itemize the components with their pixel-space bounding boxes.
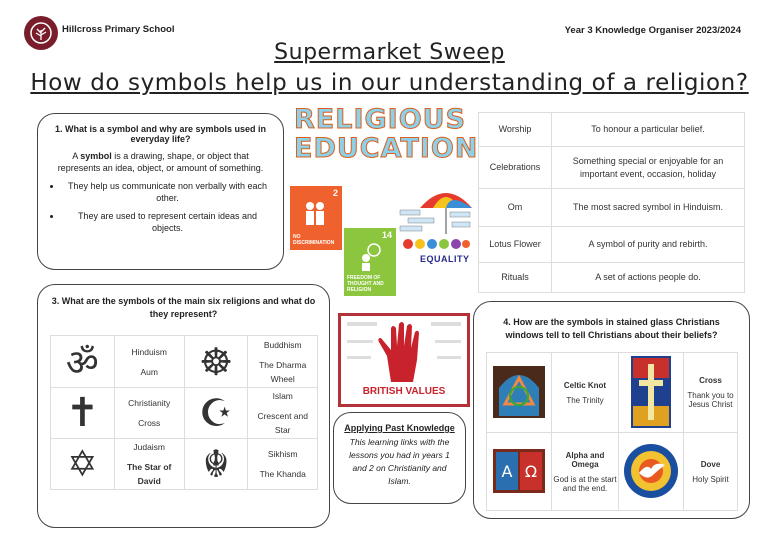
khanda-icon: ☬ [202, 442, 230, 486]
religion-symbols-table [50, 335, 318, 490]
glossary-term: Om [479, 189, 552, 227]
thinking-person-icon [356, 242, 384, 272]
two-people-icon [300, 200, 330, 230]
section4-heading: 4. How are the symbols in stained glass Christians windows tell to tell Christians about their beliefs? [503, 317, 720, 340]
religion-name: Christianity [128, 398, 171, 408]
tile-number: 14 [381, 230, 392, 240]
alpha-omega-window-icon [493, 449, 545, 493]
glossary-term: Celebrations [479, 147, 552, 189]
no-discrimination-tile [290, 186, 342, 250]
religion-name: Hinduism [131, 346, 167, 357]
table-row [51, 388, 318, 439]
religion-name: Islam [272, 391, 293, 401]
table-row [479, 147, 745, 189]
svg-text:Ω: Ω [524, 461, 538, 481]
list-item: • They help us communicate non verbally with each other. [62, 180, 273, 204]
umbrella-icon [398, 184, 472, 254]
window-symbol-name: Alpha and Omega [565, 450, 605, 469]
window-symbol-meaning: God is at the start and the end. [553, 474, 617, 493]
glossary-term: Rituals [479, 263, 552, 293]
crescent-star-icon: ☪ [199, 391, 234, 435]
dharma-wheel-icon: ☸ [199, 339, 234, 384]
banner-line2: EDUCATION [294, 133, 479, 164]
table-row [51, 439, 318, 490]
religion-name: Buddhism [263, 339, 302, 350]
religion-symbol: Cross [138, 418, 161, 428]
glossary-term: Worship [479, 113, 552, 147]
stained-glass-table [486, 352, 738, 511]
equality-label: EQUALITY [420, 254, 470, 264]
window-symbol-name: Dove [700, 459, 721, 469]
page-question: How do symbols help us in our understanding of a religion? [30, 70, 749, 96]
religion-symbol: The Dharma Wheel [259, 359, 307, 384]
past-knowledge-text: This learning links with the lessons you had in years 1 and 2 on Christianity and Islam. [349, 437, 450, 486]
definition-text: is a drawing, shape, or object that represents an idea, object, or amount of something. [57, 151, 264, 173]
window-symbol-meaning: Holy Spirit [692, 474, 729, 484]
equality-umbrella-graphic [398, 184, 472, 268]
star-of-david-icon: ✡ [67, 443, 98, 485]
dove-window-icon [623, 443, 679, 499]
table-row [487, 353, 738, 433]
religion-symbol: Crescent and Star [257, 411, 308, 435]
school-name: Hillcross Primary School [62, 24, 175, 35]
table-row [479, 263, 745, 293]
british-values-caption: BRITISH VALUES [362, 386, 446, 397]
glossary-meaning: A symbol of purity and rebirth. [552, 227, 745, 263]
page-title: Supermarket Sweep [274, 40, 505, 65]
glossary-table [478, 112, 745, 293]
glossary-meaning: To honour a particular belief. [552, 113, 745, 147]
cross-window-icon [631, 356, 671, 428]
svg-text:Α: Α [501, 461, 513, 481]
window-symbol-name: Cross [699, 376, 722, 385]
glossary-meaning: The most sacred symbol in Hinduism. [552, 189, 745, 227]
cross-icon: ✝ [65, 390, 100, 436]
glossary-meaning: Something special or enjoyable for an important event, occasion, holiday [552, 147, 745, 189]
table-row [479, 227, 745, 263]
table-row [479, 113, 745, 147]
section-religion-symbols [37, 284, 330, 528]
applying-past-knowledge [333, 412, 466, 504]
tile-label: FREEDOM OF THOUGHT AND RELIGION [347, 275, 384, 293]
tile-number: 2 [332, 188, 338, 198]
glossary-term: Lotus Flower [479, 227, 552, 263]
organiser-label: Year 3 Knowledge Organiser 2023/2024 [564, 25, 741, 36]
hand-icon [341, 316, 467, 386]
list-item: • They are used to represent certain ideas and objects. [62, 210, 273, 234]
british-values-poster [338, 313, 470, 407]
om-icon: ॐ [65, 343, 99, 384]
religion-symbol: The Khanda [259, 469, 306, 479]
symbol-uses-list [50, 180, 273, 234]
definition-prefix: A [72, 151, 81, 161]
window-symbol-meaning: Thank you to Jesus Christ [687, 391, 734, 409]
religion-symbol: Aum [140, 366, 158, 377]
religion-name: Sikhism [267, 449, 298, 459]
religious-education-banner [294, 104, 479, 164]
table-row [479, 189, 745, 227]
table-row [487, 433, 738, 511]
celtic-knot-window-icon [493, 366, 545, 418]
religion-symbol: The Star of David [126, 462, 172, 486]
symbol-definition [56, 150, 265, 174]
glossary-meaning: A set of actions people do. [552, 263, 745, 293]
section1-heading: 1. What is a symbol and why are symbols used in everyday life? [54, 124, 267, 144]
religion-name: Judaism [133, 442, 166, 452]
window-symbol-name: Celtic Knot [563, 380, 607, 390]
table-row [51, 336, 318, 388]
window-symbol-meaning: The Trinity [566, 395, 604, 405]
section3-heading: 3. What are the symbols of the main six religions and what do they represent? [51, 296, 316, 319]
past-knowledge-heading: Applying Past Knowledge [344, 423, 455, 433]
definition-term: symbol [80, 151, 112, 161]
freedom-of-religion-tile [344, 228, 396, 296]
section-what-is-a-symbol [37, 113, 284, 270]
section-stained-glass [473, 301, 750, 519]
banner-line1: RELIGIOUS [294, 104, 467, 135]
tile-label: NO DISCRIMINATION [293, 234, 335, 246]
